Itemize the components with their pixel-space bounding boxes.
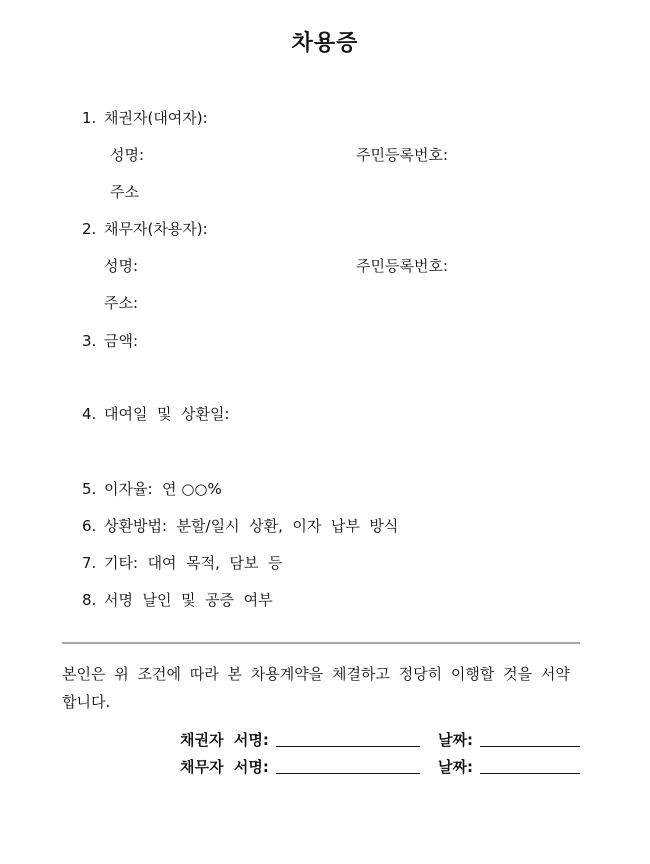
item-number: 7.: [82, 554, 97, 572]
creditor-address-label: 주소: [110, 183, 139, 201]
item-number: 3.: [82, 332, 97, 350]
item-text: 대여일 및 상환일:: [104, 405, 230, 423]
creditor-date-field[interactable]: [480, 746, 580, 747]
item-text: 기타: 대여 목적, 담보 등: [104, 554, 283, 572]
debtor-heading-label: 채무자(차용자):: [104, 220, 208, 238]
item-text: 금액:: [104, 332, 139, 350]
debtor-name-label: 성명:: [104, 257, 139, 275]
creditor-signature-field[interactable]: [276, 746, 420, 747]
creditor-date-label: 날짜:: [438, 731, 473, 749]
section-divider: [62, 642, 580, 644]
debtor-address-label: 주소:: [104, 294, 139, 312]
item-amount: [82, 331, 138, 351]
item-interest-rate: [82, 479, 222, 499]
item-number: 5.: [82, 480, 97, 498]
item-number: 4.: [82, 405, 97, 423]
debtor-signature-label: 채무자 서명:: [180, 758, 269, 776]
debtor-date-label: 날짜:: [438, 758, 473, 776]
debtor-id-label: 주민등록번호:: [356, 257, 448, 275]
item-other: [82, 553, 282, 573]
debtor-signature-field[interactable]: [276, 773, 420, 774]
item-repayment-method: [82, 516, 398, 536]
item-text: 서명 날인 및 공증 여부: [104, 591, 273, 609]
item-loan-and-repayment-date: [82, 404, 230, 424]
item-text: 상환방법: 분할/일시 상환, 이자 납부 방식: [104, 517, 399, 535]
creditor-id-label: 주민등록번호:: [356, 146, 448, 164]
debtor-heading: [82, 219, 208, 239]
item-text: 이자율: 연 ○○%: [104, 480, 222, 498]
debtor-heading-number: 2.: [82, 220, 97, 238]
debtor-date-field[interactable]: [480, 773, 580, 774]
creditor-heading-number: 1.: [82, 109, 97, 127]
item-signature-notarization: [82, 590, 273, 610]
document-title: 차용증: [291, 31, 359, 56]
creditor-signature-label: 채권자 서명:: [180, 731, 269, 749]
creditor-name-label: 성명:: [110, 146, 145, 164]
creditor-heading: [82, 108, 208, 128]
item-number: 6.: [82, 517, 97, 535]
creditor-heading-label: 채권자(대여자):: [104, 109, 208, 127]
item-number: 8.: [82, 591, 97, 609]
pledge-statement: 본인은 위 조건에 따라 본 차용계약을 체결하고 정당히 이행할 것을 서약합니다.: [62, 665, 570, 711]
